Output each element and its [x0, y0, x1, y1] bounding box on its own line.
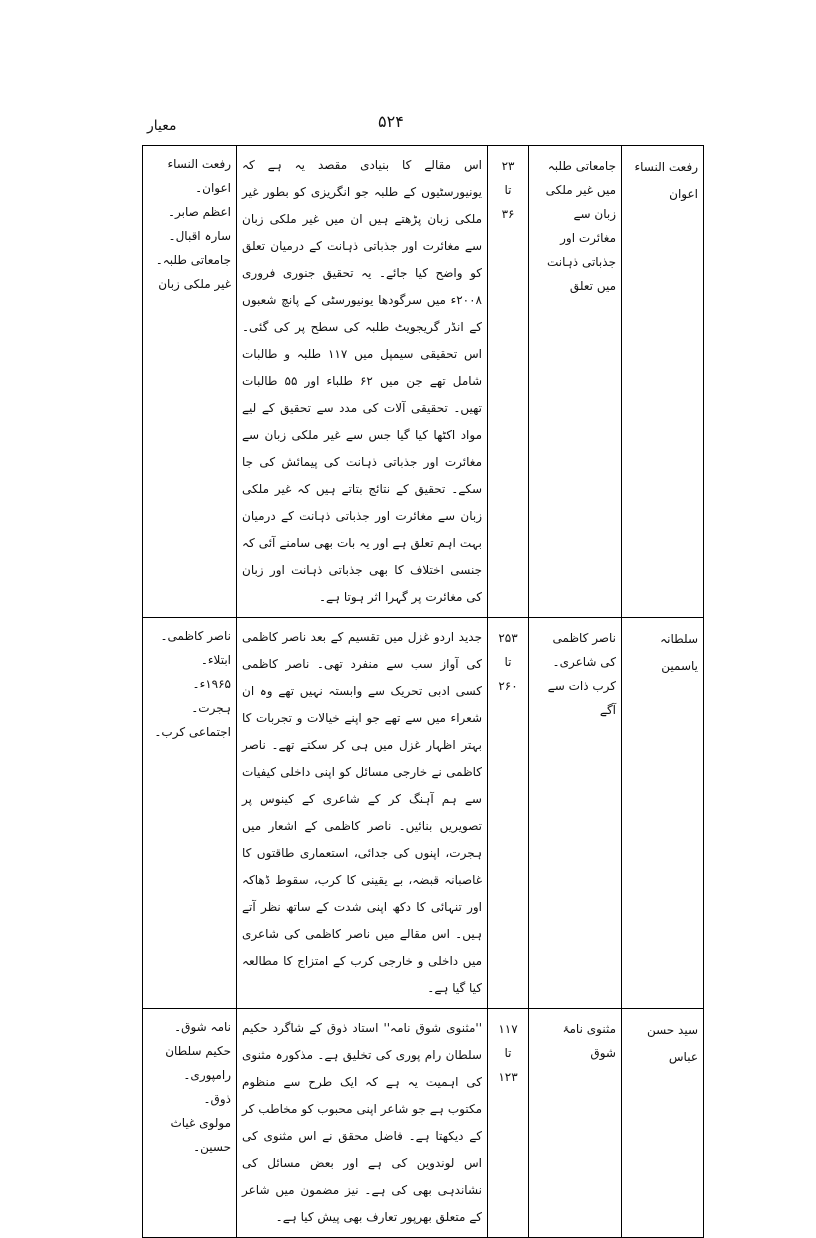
page-from: ۲۵۳	[498, 631, 518, 645]
table-row	[143, 1009, 704, 1238]
keyword: مولوی غیاث حسین۔	[170, 1116, 231, 1154]
keyword: ۱۹۶۵ء۔	[192, 677, 231, 691]
page-to: ۳۶	[501, 207, 515, 221]
author-name: رفعت النساء اعوان	[634, 160, 698, 201]
keywords-cell	[143, 1009, 237, 1238]
page-separator: تا	[504, 183, 512, 197]
keyword: رامپوری۔	[183, 1068, 231, 1082]
page-to: ۱۲۳	[498, 1070, 518, 1084]
author-cell	[622, 1009, 704, 1238]
keyword: جامعاتی طلبہ۔	[155, 253, 231, 267]
pages-cell	[488, 1009, 529, 1238]
keyword: ابتلاء۔	[200, 653, 231, 667]
page-from: ۱۱۷	[498, 1022, 518, 1036]
page-to: ۲۶۰	[498, 679, 518, 693]
keywords-cell	[143, 146, 237, 618]
pages-cell	[488, 618, 529, 1009]
abstract-text: ''مثنوی شوق نامہ'' استاد ذوق کے شاگرد حکیم سلطان رام پوری کی تخلیق ہے۔ مذکورہ مثنوی کی اہمیت یہ ہے کہ ایک طرح سے منظوم مکتوب ہے جو شاعر اپنی محبوب کو مخاطب کر کے دیکھتا ہے۔ فاضل محقق نے اس مثنوی کی اس لوندوین کی ہے اور بعض مسائل کی نشاندہی بھی کی ہے۔ نیز مضمون میں شاعر کے متعلق بھرپور تعارف بھی پیش کیا ہے۔	[242, 1021, 482, 1224]
keyword: حکیم سلطان	[165, 1044, 231, 1058]
running-head: معیار	[147, 118, 177, 134]
author-cell	[622, 146, 704, 618]
article-title: ناصر کاظمی کی شاعری۔ کرب ذات سے آگے	[547, 631, 616, 717]
article-index-table	[142, 145, 704, 1238]
abstract-cell	[237, 1009, 488, 1238]
page-separator: تا	[504, 655, 512, 669]
page-from: ۲۳	[501, 159, 515, 173]
author-cell	[622, 618, 704, 1009]
title-cell	[529, 618, 622, 1009]
author-name: سید حسن عباس	[646, 1023, 698, 1064]
keyword: نامہ شوق۔	[174, 1020, 231, 1034]
title-cell	[529, 1009, 622, 1238]
abstract-text: اس مقالے کا بنیادی مقصد یہ ہے کہ یونیورسٹیوں کے طلبہ جو انگریزی کو بطور غیر ملکی زبان پڑھتے ہیں ان میں غیر ملکی زبان سے مغائرت اور جذباتی ذہانت کے درمیان تعلق کو واضح کیا جائے۔ یہ تحقیق جنوری فروری ۲۰۰۸ء میں سرگودھا یونیورسٹی کے پانچ شعبوں کے انڈر گریجویٹ طلبہ کی سطح پر کی گئی۔ اس تحقیقی سیمپل میں ۱۱۷ طلبہ و طالبات شامل تھے جن میں ۶۲ طلباء اور ۵۵ طالبات تھیں۔ تحقیقی آلات کی مدد سے تحقیق کے لیے مواد اکٹھا کیا گیا جس سے غیر ملکی زبان سے مغائرت اور جذباتی ذہانت کی پیمائش کی جا سکے۔ تحقیق کے نتائج بتاتے ہیں کہ غیر ملکی زبان سے مغائرت اور جذباتی ذہانت کے درمیان بہت اہم تعلق ہے اور یہ بات بھی سامنے آئی کہ جنسی اختلاف کا بھی جذباتی ذہانت اور زبان کی مغائرت پر گہرا اثر ہوتا ہے۔	[242, 158, 483, 604]
article-title: جامعاتی طلبہ میں غیر ملکی زبان سے مغائرت اور جذباتی ذہانت میں تعلق	[545, 159, 616, 293]
keywords-cell	[143, 618, 237, 1009]
table-row	[143, 618, 704, 1009]
keyword: ناصر کاظمی۔	[160, 629, 231, 643]
abstract-cell	[237, 146, 488, 618]
pages-cell	[488, 146, 529, 618]
abstract-cell	[237, 618, 488, 1009]
table-row	[143, 146, 704, 618]
keyword: ذوق۔	[203, 1092, 231, 1106]
keyword: سارہ اقبال۔	[168, 229, 231, 243]
keyword: اجتماعی کرب۔	[154, 725, 231, 739]
article-title: مثنوی نامۂ شوق	[562, 1022, 616, 1060]
author-name: سلطانہ یاسمین	[660, 632, 698, 673]
keyword: غیر ملکی زبان	[158, 277, 231, 291]
keyword: رفعت النساء	[167, 157, 231, 171]
keyword: اعظم صابر۔	[168, 205, 231, 219]
page-number: ۵۲۴	[378, 112, 404, 131]
title-cell	[529, 146, 622, 618]
abstract-text: جدید اردو غزل میں تقسیم کے بعد ناصر کاظمی کی آواز سب سے منفرد تھی۔ ناصر کاظمی کسی ادبی تحریک سے وابستہ نہیں تھے وہ ان شعراء میں سے تھے جو اپنے خیالات و تجربات کا بہتر اظہار غزل میں ہی کر سکتے تھے۔ ناصر کاظمی نے خارجی مسائل کو اپنی داخلی کیفیات سے ہم آہنگ کر کے شاعری کے کینوس پر تصویریں بنائیں۔ ناصر کاظمی کے اشعار میں ہجرت، اپنوں کی جدائی، استعماری طاقتوں کا غاصبانہ قبضہ، بے یقینی کا کرب، سقوط ڈھاکہ اور تنہائی کا دکھ اپنی شدت کے ساتھ نظر آتے ہیں۔ اس مقالے میں ناصر کاظمی کی شاعری میں داخلی و خارجی کرب کے امتزاج کا مطالعہ کیا گیا ہے۔	[242, 630, 482, 995]
page-separator: تا	[504, 1046, 512, 1060]
keyword: اعوان۔	[195, 181, 231, 195]
keyword: ہجرت۔	[191, 701, 231, 715]
